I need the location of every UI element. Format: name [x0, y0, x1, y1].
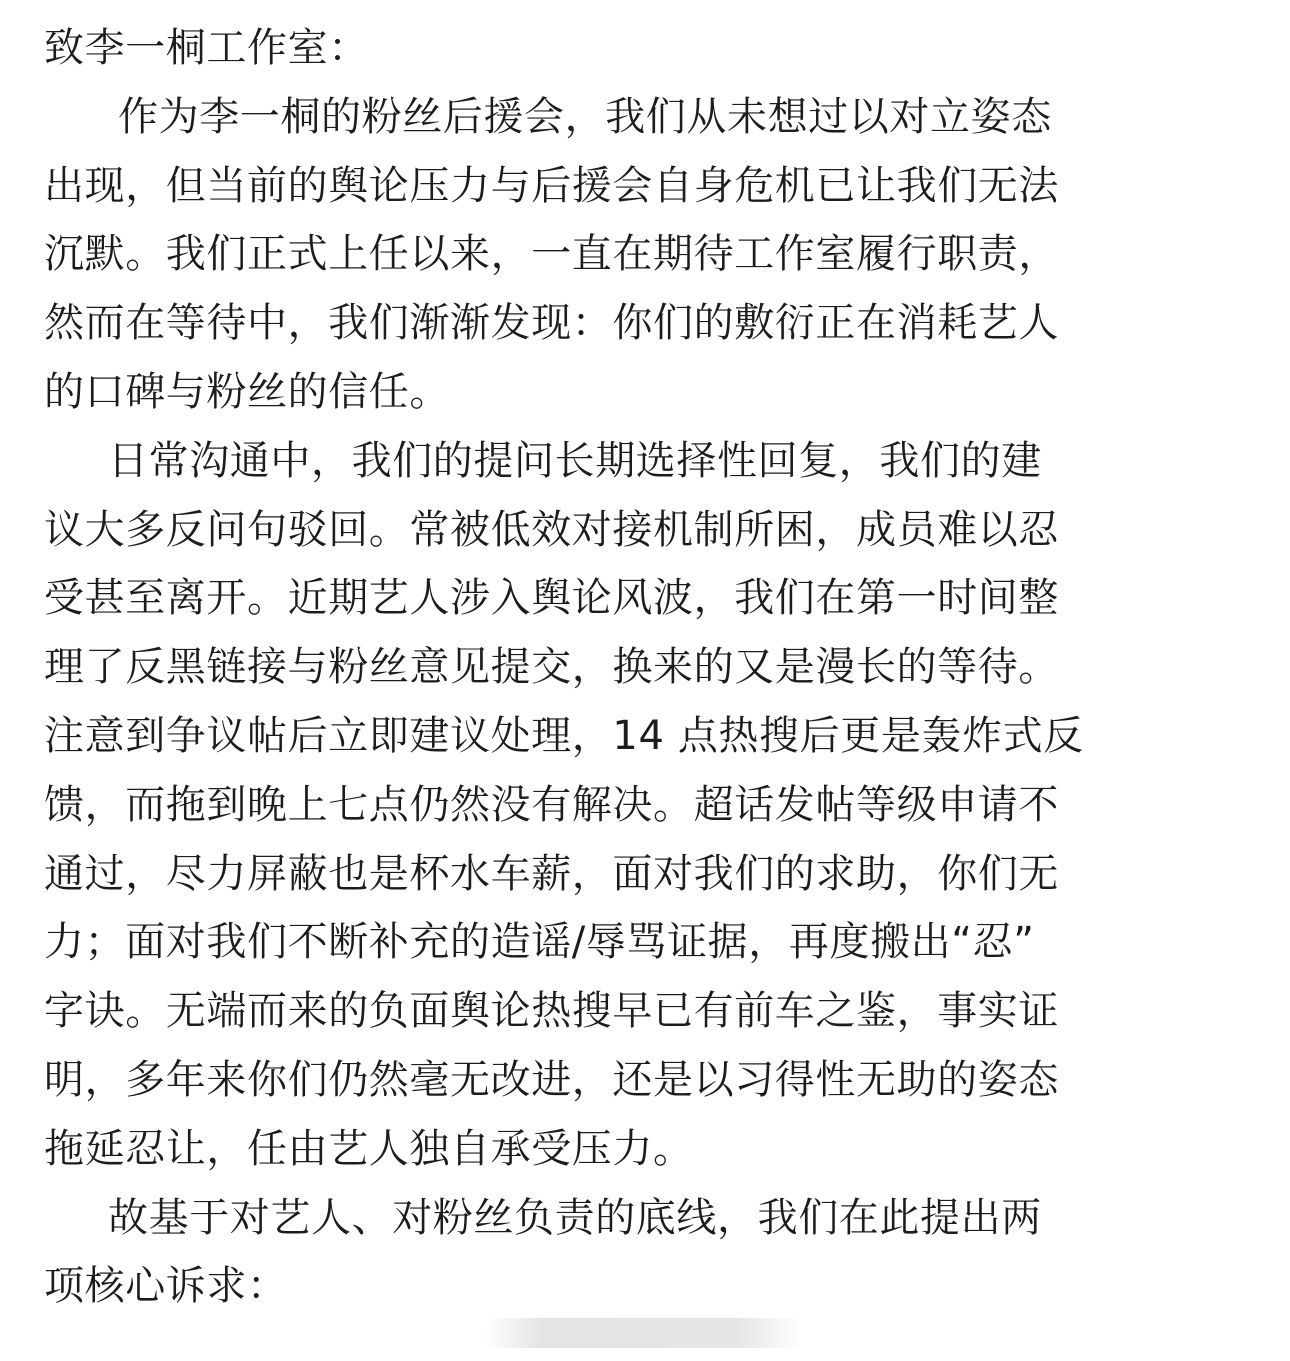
paragraph-2-line-4: 理了反黑链接与粉丝意见提交，换来的又是漫长的等待。 — [44, 644, 1059, 690]
letter-salutation: 致李一桐工作室： — [44, 25, 369, 71]
paragraph-2-line-11: 拖延忍让，任由艺人独自承受压力。 — [44, 1126, 694, 1172]
paragraph-2-line-6: 馈，而拖到晚上七点仍然没有解决。超话发帖等级申请不 — [44, 782, 1059, 828]
paragraph-3-line-2: 项核心诉求： — [44, 1263, 288, 1309]
paragraph-1-line-1: 作为李一桐的粉丝后援会，我们从未想过以对立姿态 — [118, 94, 1052, 140]
paragraph-1-line-3: 沉默。我们正式上任以来，一直在期待工作室履行职责， — [44, 231, 1059, 277]
paragraph-2-line-10: 明，多年来你们仍然毫无改进，还是以习得性无助的姿态 — [44, 1057, 1059, 1103]
paragraph-1-line-2: 出现，但当前的舆论压力与后援会自身危机已让我们无法 — [44, 163, 1059, 209]
paragraph-2-line-3: 受甚至离开。近期艺人涉入舆论风波，我们在第一时间整 — [44, 575, 1059, 621]
paragraph-2-line-7: 通过，尽力屏蔽也是杯水车薪，面对我们的求助，你们无 — [44, 851, 1059, 897]
paragraph-1-line-4: 然而在等待中，我们渐渐发现：你们的敷衍正在消耗艺人 — [44, 300, 1059, 346]
watermark — [486, 1318, 802, 1348]
paragraph-2-line-1: 日常沟通中，我们的提问长期选择性回复，我们的建 — [108, 438, 1042, 484]
paragraph-2-line-8: 力；面对我们不断补充的造谣/辱骂证据，再度搬出“忍” — [44, 919, 1035, 965]
paragraph-1-line-5: 的口碑与粉丝的信任。 — [44, 369, 450, 415]
paragraph-3-line-1: 故基于对艺人、对粉丝负责的底线，我们在此提出两 — [108, 1195, 1042, 1241]
paragraph-2-line-2: 议大多反问句驳回。常被低效对接机制所困，成员难以忍 — [44, 507, 1059, 553]
paragraph-2-line-9: 字诀。无端而来的负面舆论热搜早已有前车之鉴，事实证 — [44, 988, 1059, 1034]
paragraph-2-line-5: 注意到争议帖后立即建议处理，14 点热搜后更是轰炸式反 — [44, 713, 1084, 759]
